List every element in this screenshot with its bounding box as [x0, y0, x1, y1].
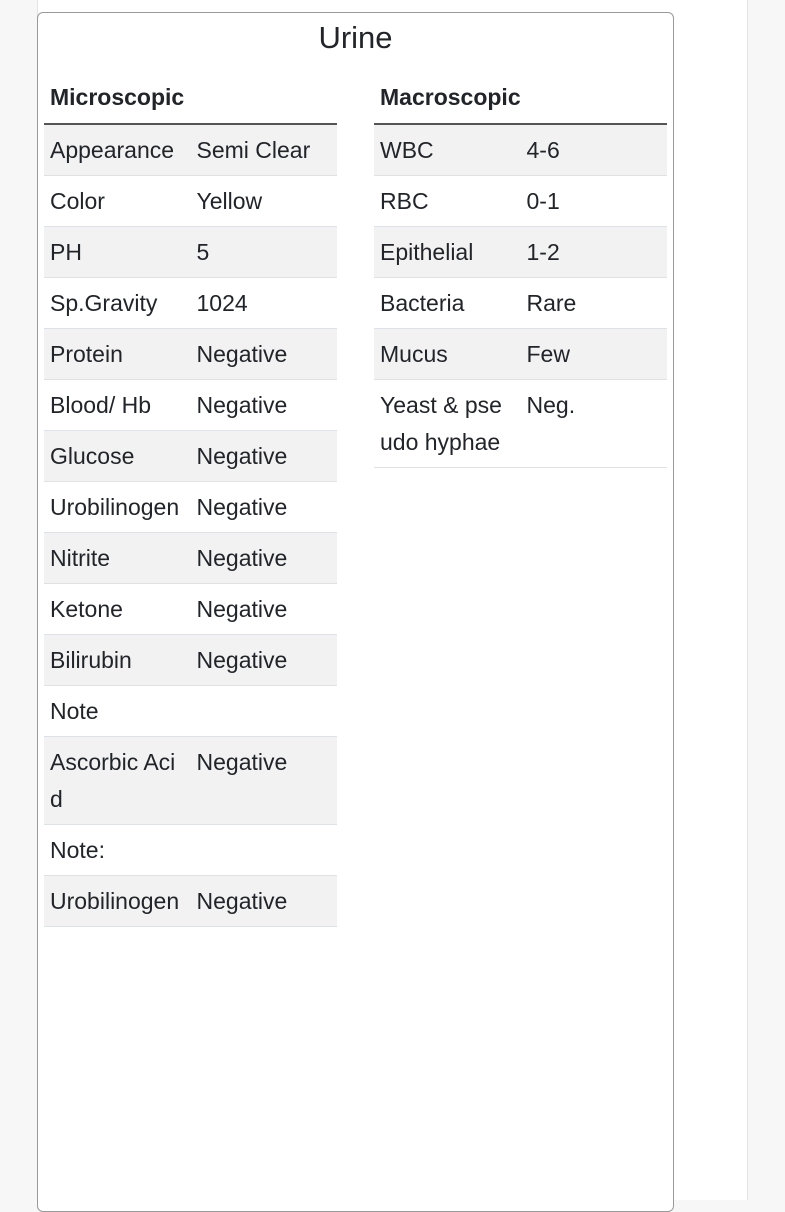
- table-row: [374, 124, 667, 176]
- row-value: Negative: [191, 876, 338, 927]
- table-row: [44, 584, 337, 635]
- row-value: Negative: [191, 584, 338, 635]
- row-label: Epithelial: [374, 227, 521, 278]
- table-row: [44, 227, 337, 278]
- row-value: Negative: [191, 635, 338, 686]
- row-label: Bilirubin: [44, 635, 191, 686]
- table-row: [44, 825, 337, 876]
- table-row: [374, 278, 667, 329]
- macroscopic-rows: [374, 124, 667, 468]
- row-value: Negative: [191, 533, 338, 584]
- row-label: Ketone: [44, 584, 191, 635]
- row-value: 5: [191, 227, 338, 278]
- macroscopic-table: [374, 79, 667, 468]
- table-row: [374, 176, 667, 227]
- table-row: [44, 482, 337, 533]
- row-label: Sp.Gravity: [44, 278, 191, 329]
- row-label: Color: [44, 176, 191, 227]
- table-row: [44, 431, 337, 482]
- row-label: Appearance: [44, 124, 191, 176]
- row-value: Neg.: [521, 380, 668, 468]
- row-label: Note: [44, 686, 191, 737]
- row-label: Blood/ Hb: [44, 380, 191, 431]
- row-value: Rare: [521, 278, 668, 329]
- microscopic-header: Microscopic: [44, 79, 337, 124]
- table-row: [44, 737, 337, 825]
- row-value: Semi Clear: [191, 124, 338, 176]
- row-label: Yeast & pseudo hyphae: [374, 380, 521, 468]
- row-label: WBC: [374, 124, 521, 176]
- table-row: [44, 635, 337, 686]
- table-row: [44, 876, 337, 927]
- row-label: Mucus: [374, 329, 521, 380]
- row-value: 4-6: [521, 124, 668, 176]
- row-value: 1-2: [521, 227, 668, 278]
- row-label: Ascorbic Acid: [44, 737, 191, 825]
- row-value: Negative: [191, 482, 338, 533]
- row-label: Bacteria: [374, 278, 521, 329]
- row-value: 1024: [191, 278, 338, 329]
- table-row: [44, 329, 337, 380]
- row-label: Urobilinogen: [44, 482, 191, 533]
- row-value: [191, 686, 338, 737]
- row-label: Glucose: [44, 431, 191, 482]
- table-row: [44, 533, 337, 584]
- row-label: Note:: [44, 825, 191, 876]
- table-row: [374, 380, 667, 468]
- row-label: PH: [44, 227, 191, 278]
- table-row: [44, 278, 337, 329]
- row-value: [191, 825, 338, 876]
- row-value: Negative: [191, 431, 338, 482]
- row-value: 0-1: [521, 176, 668, 227]
- microscopic-rows: [44, 124, 337, 927]
- row-value: Negative: [191, 329, 338, 380]
- microscopic-section: [44, 79, 337, 927]
- urine-results-card: [37, 12, 674, 1212]
- table-row: [44, 176, 337, 227]
- table-row: [44, 124, 337, 176]
- card-title: Urine: [318, 20, 393, 55]
- row-label: Urobilinogen: [44, 876, 191, 927]
- table-row: [44, 686, 337, 737]
- macroscopic-header: Macroscopic: [374, 79, 667, 124]
- row-value: Yellow: [191, 176, 338, 227]
- row-value: Negative: [191, 380, 338, 431]
- microscopic-table: [44, 79, 337, 927]
- table-row: [374, 227, 667, 278]
- macroscopic-section: [374, 79, 667, 468]
- table-row: [44, 380, 337, 431]
- row-value: Few: [521, 329, 668, 380]
- row-label: Nitrite: [44, 533, 191, 584]
- row-label: Protein: [44, 329, 191, 380]
- row-value: Negative: [191, 737, 338, 825]
- table-row: [374, 329, 667, 380]
- row-label: RBC: [374, 176, 521, 227]
